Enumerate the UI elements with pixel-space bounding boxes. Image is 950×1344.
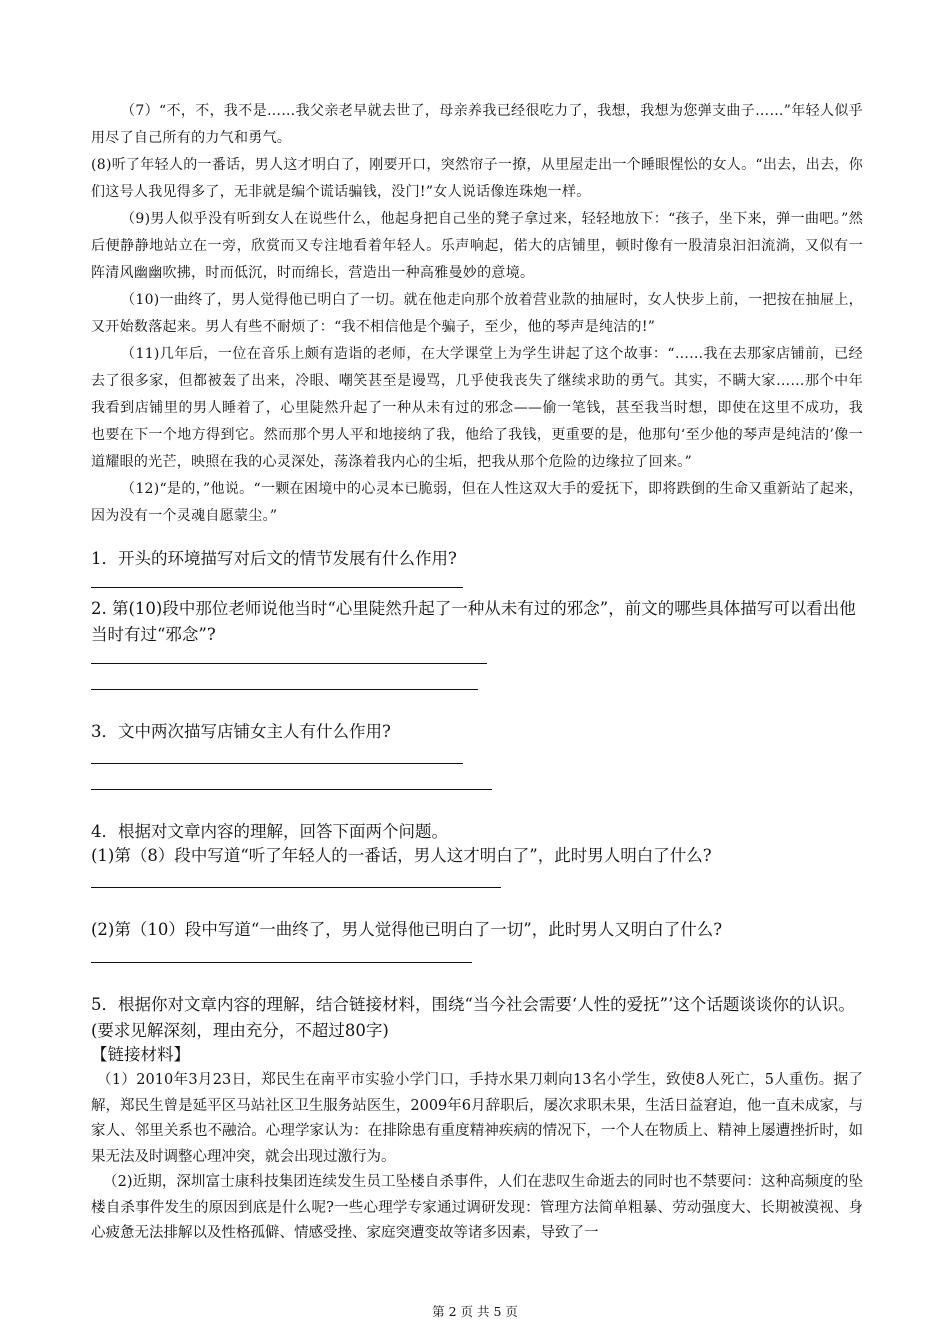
answer-line[interactable] bbox=[91, 663, 487, 664]
paragraph-7: （7）“不，不，我不是……我父亲老早就去世了，母亲养我已经很吃力了，我想，我想为您弹支曲子……”年轻人似乎用尽了自己所有的力气和勇气。 bbox=[91, 103, 863, 146]
answer-line[interactable] bbox=[91, 962, 472, 963]
answer-line[interactable] bbox=[91, 689, 478, 690]
answer-line[interactable] bbox=[91, 763, 463, 764]
link-material-1: （1）2010年3月23日，郑民生在南平市实验小学门口，手持水果刀刺向13名小学生，致使8人死亡，5人重伤。据了解，郑民生曾是延平区马站社区卫生服务站医生，2009年6月辞职后，屡次求职未果，生活日益窘迫，他一直未成家，与家人、邻里关系也不融洽。心理学家认为：在排除患有重度精神疾病的情况下，一个人在物质上、精神上屡遭挫折时，如果无法及时调整心理冲突，就会出现过激行为。 bbox=[91, 1072, 863, 1165]
paragraph-10: （10)一曲终了，男人觉得他已明白了一切。就在他走向那个放着营业款的抽屉时，女人快步上前，一把按在抽屉上，又开始数落起来。男人有些不耐烦了：“我不相信他是个骗子，至少，他的琴声是纯洁的!” bbox=[91, 292, 863, 335]
question-4-1: (1)第（8）段中写道“听了年轻人的一番话，男人这才明白了”，此时男人明白了什么? bbox=[91, 846, 712, 865]
answer-line[interactable] bbox=[91, 587, 463, 588]
question-5: 5．根据你对文章内容的理解，结合链接材料，围绕“当今社会需要‘人性的爱抚”’这个话题谈谈你的认识。(要求见解深刻，理由充分，不超过80字) bbox=[91, 995, 855, 1040]
paragraph-9: （9)男人似乎没有听到女人在说些什么，他起身把自己坐的凳子拿过来，轻轻地放下：“孩子，坐下来，弹一曲吧。”然后便静静地站立在一旁，欣赏而又专注地看着年轻人。乐声响起，偌大的店铺里，顿时像有一股清泉汩汩流淌，又似有一阵清风幽幽吹拂，时而低沉，时而绵长，营造出一种高雅曼妙的意境。 bbox=[91, 211, 863, 281]
question-4: 4．根据对文章内容的理解，回答下面两个问题。 bbox=[91, 822, 448, 841]
paragraph-11: （11)几年后，一位在音乐上颇有造诣的老师，在大学课堂上为学生讲起了这个故事：“……我在去那家店铺前，已经去了很多家，但都被轰了出来，冷眼、嘲笑甚至是谩骂，几乎使我丧失了继续求助的勇气。其实，不瞒大家……那个中年我看到店铺里的男人睡着了，心里陡然升起了一种从未有过的邪念——偷一笔钱，甚至我当时想，即使在这里不成功，我也要在下一个地方得到它。然而那个男人平和地接纳了我，他给了我钱，更重要的是，他那句‘至少他的琴声是纯洁的’像一道耀眼的光芒，映照在我的心灵深处，荡涤着我内心的尘垢，把我从那个危险的边缘拉了回来。” bbox=[91, 346, 863, 470]
answer-line[interactable] bbox=[91, 887, 501, 888]
question-3: 3．文中两次描写店铺女主人有什么作用? bbox=[91, 722, 391, 741]
question-1: 1．开头的环境描写对后文的情节发展有什么作用? bbox=[91, 549, 457, 568]
link-material-title: 【链接材料】 bbox=[91, 1045, 190, 1064]
answer-line[interactable] bbox=[91, 789, 492, 790]
question-2: 2. 第(10)段中那位老师说他当时“心里陡然升起了一种从未有过的邪念”，前文的哪些具体描写可以看出他当时有过“邪念”? bbox=[91, 599, 856, 644]
link-material-2: （2)近期，深圳富士康科技集团连续发生员工坠楼自杀事件，人们在悲叹生命逝去的同时也不禁要问：这种高频度的坠楼自杀事件发生的原因到底是什么呢?一些心理学专家通过调研发现：管理方法简单粗暴、劳动强度大、长期被漠视、身心疲惫无法排解以及性格孤僻、情感受挫、家庭突遭变故等诸多因素，导致了一 bbox=[91, 1174, 863, 1241]
paragraph-8: (8)听了年轻人的一番话，男人这才明白了，刚要开口，突然帘子一撩，从里屋走出一个睡眼惺忪的女人。“出去，出去，你们这号人我见得多了，无非就是编个谎话骗钱，没门!”女人说话像连珠炮一样。 bbox=[91, 157, 863, 200]
question-4-2: (2)第（10）段中写道“一曲终了，男人觉得他已明白了一切”，此时男人又明白了什么? bbox=[91, 920, 723, 939]
page-footer: 第 2 页 共 5 页 bbox=[432, 1304, 518, 1319]
paragraph-12: （12)“是的，”他说。“一颗在困境中的心灵本已脆弱，但在人性这双大手的爱抚下，即将跌倒的生命又重新站了起来，因为没有一个灵魂自愿蒙尘。” bbox=[91, 481, 863, 524]
